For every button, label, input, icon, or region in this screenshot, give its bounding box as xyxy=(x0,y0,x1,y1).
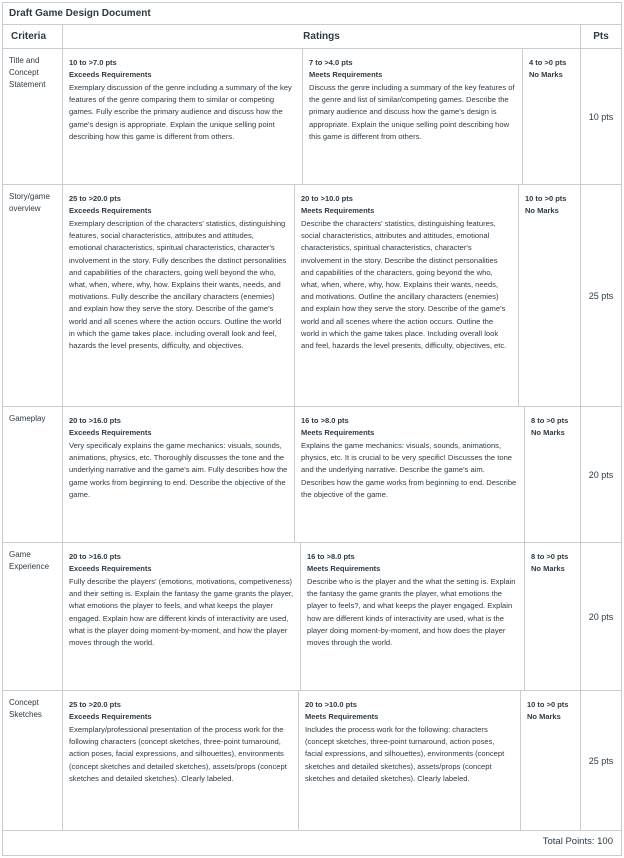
rating-points: 7 to >4.0 pts xyxy=(309,58,353,67)
rating-points: 10 to >0 pts xyxy=(525,194,567,203)
rating-label: Exceeds Requirements xyxy=(69,428,152,437)
rating-label: Meets Requirements xyxy=(301,206,375,215)
rating-label: No Marks xyxy=(531,428,565,437)
rating-cell[interactable] xyxy=(525,543,581,690)
rubric-title: Draft Game Design Document xyxy=(3,3,621,25)
criterion-name: Gameplay xyxy=(3,407,63,542)
rating-description: Fully describe the players' (emotions, motivations, competiveness) and their setting is. Explain the fantasy the game grants the player, what emotions the player to feels, and what keeps the player engaged. Explain how are different kinds of interactivity are used, what is the player doing moment-by-moment, and how the player moves through the world. xyxy=(69,577,294,648)
rating-cell[interactable] xyxy=(303,49,523,184)
rating-description: Describe who is the player and the what the setting is. Explain the fantasy the game grants the player, what emotions the player to feels?, and what keeps the player engaged. Explain how are different kinds of interactivity are used, what is the player doing moment-by-moment, and how does the player moves through the world. xyxy=(307,577,516,648)
rating-cell[interactable] xyxy=(523,49,581,184)
rating-points: 10 to >7.0 pts xyxy=(69,58,117,67)
rating-label: Meets Requirements xyxy=(309,70,383,79)
rating-description: Discuss the genre including a summary of the key features of the genre and list of similar/competing games. Describe the primary audience and discuss how the game's design is appropriate. Explain the unique selling point describing how this game is different from others. xyxy=(309,83,515,141)
rating-label: No Marks xyxy=(529,70,563,79)
rating-label: No Marks xyxy=(525,206,559,215)
criterion-name: Title and Concept Statement xyxy=(3,49,63,184)
rating-points: 25 to >20.0 pts xyxy=(69,194,121,203)
criterion-row xyxy=(3,49,621,185)
rating-description: Exemplary description of the characters' statistics, distinguishing features, social characteristics, attributes and attitudes, emotional characteristics, spiritual characteristics, character's involvement in the story. Fully describes the distinct personalities and capabilities of the characters, going well beyond the who, what, when, where, why, how. Explains their wants, needs, and motivations. Fully describe the ancillary characters (enemies) and explain how they serve the story. Describe of the game's world and all scenes where the action occurs. Outline the world in which the game takes place. including overall look and feel, hazards the level presents, difficulty, and objectives. xyxy=(69,219,287,351)
rating-label: No Marks xyxy=(531,564,565,573)
rating-points: 25 to >20.0 pts xyxy=(69,700,121,709)
header-ratings: Ratings xyxy=(63,25,581,49)
rating-cell[interactable] xyxy=(63,691,299,830)
rubric-table xyxy=(2,2,622,856)
criterion-row xyxy=(3,407,621,543)
rating-cell[interactable] xyxy=(63,185,295,406)
rating-points: 20 to >16.0 pts xyxy=(69,552,121,561)
rating-label: Exceeds Requirements xyxy=(69,70,152,79)
rating-cell[interactable] xyxy=(63,49,303,184)
rating-points: 16 to >8.0 pts xyxy=(307,552,355,561)
criterion-name: Story/game overview xyxy=(3,185,63,406)
rating-label: Exceeds Requirements xyxy=(69,564,152,573)
header-criteria: Criteria xyxy=(3,25,63,49)
rating-points: 8 to >0 pts xyxy=(531,416,569,425)
criterion-name: Game Experience xyxy=(3,543,63,690)
rating-points: 8 to >0 pts xyxy=(531,552,569,561)
rating-label: Exceeds Requirements xyxy=(69,712,152,721)
rating-points: 20 to >16.0 pts xyxy=(69,416,121,425)
rating-cell[interactable] xyxy=(521,691,581,830)
criterion-points: 25 pts xyxy=(588,290,614,301)
rating-cell[interactable] xyxy=(63,543,301,690)
rating-description: Describe the characters' statistics, distinguishing features, social characteristics, attributes and attitudes, emotional characteristics, spiritual characteristics, character's involvement in the story. Describe the distinct personalities and capabilities of the characters, going beyond the who, what, when, where, why, how. Explains their wants, needs, and motivations. Outline the ancillary characters (enemies) and explain how they serve the story. Describe of the game's world and all scenes where the action occurs. Outline the world in which the game takes place. Including overall look and feel, hazards the level presents, difficulty, objectives, etc. xyxy=(301,219,507,351)
rating-description: Explains the game mechanics: visuals, sounds, animations, physics, etc. It is crucial to be very specific! Discusses the tone and the underlying narrative. Describe the game's aim. Describes how the game works from beginning to end. Describe the objective of the game. xyxy=(301,441,517,499)
rating-cell[interactable] xyxy=(299,691,521,830)
rating-label: Meets Requirements xyxy=(301,428,375,437)
rating-cell[interactable] xyxy=(295,407,525,542)
rating-cell[interactable] xyxy=(525,407,581,542)
criterion-row xyxy=(3,543,621,691)
rating-points: 16 to >8.0 pts xyxy=(301,416,349,425)
rating-label: Meets Requirements xyxy=(305,712,379,721)
rating-cell[interactable] xyxy=(63,407,295,542)
criterion-row xyxy=(3,185,621,407)
rating-label: No Marks xyxy=(527,712,561,721)
rating-label: Meets Requirements xyxy=(307,564,381,573)
rating-cell[interactable] xyxy=(301,543,525,690)
rating-cell[interactable] xyxy=(295,185,519,406)
criterion-points: 25 pts xyxy=(588,755,614,766)
rating-points: 20 to >10.0 pts xyxy=(305,700,357,709)
criterion-points: 20 pts xyxy=(588,611,614,622)
rating-description: Exemplary discussion of the genre including a summary of the key features of the genre comparing them to similar or competing games. Fully escribe the primary audience and discuss how the game's design is appropriate. Explain the unique selling point describing how this game is different from others. xyxy=(69,83,292,141)
rating-points: 4 to >0 pts xyxy=(529,58,567,67)
rating-description: Exemplary/professional presentation of the process work for the following characters (concept sketches, three-point turnaround, action poses, facial expressions, and silhouettes), environments (concept sketches and detailed sketches), assets/props (concept sketches and detailed sketches). Clearly labeled. xyxy=(69,725,287,783)
rating-cell[interactable] xyxy=(519,185,581,406)
criterion-points: 10 pts xyxy=(588,111,614,122)
criterion-points: 20 pts xyxy=(588,469,614,480)
rating-description: Includes the process work for the following: characters (concept sketches, three-point turnaround, action poses, facial expressions, and silhouettes), environments (concept sketches and detailed sketches), assets/props (concept sketches and detailed sketches). Clearly labeled. xyxy=(305,725,505,783)
header-pts: Pts xyxy=(581,25,621,49)
rating-description: Very specificaly explains the game mechanics: visuals, sounds, animations, physics, etc. Thoroughly discusses the tone and the underlying narrative and the game's aim. Fully describes how the game works from beginning to end. Describe the objective of the game. xyxy=(69,441,288,499)
rating-points: 10 to >0 pts xyxy=(527,700,569,709)
criterion-name: Concept Sketches xyxy=(3,691,63,830)
criterion-row xyxy=(3,691,621,831)
rating-label: Exceeds Requirements xyxy=(69,206,152,215)
total-points: Total Points: 100 xyxy=(542,836,613,847)
rating-points: 20 to >10.0 pts xyxy=(301,194,353,203)
